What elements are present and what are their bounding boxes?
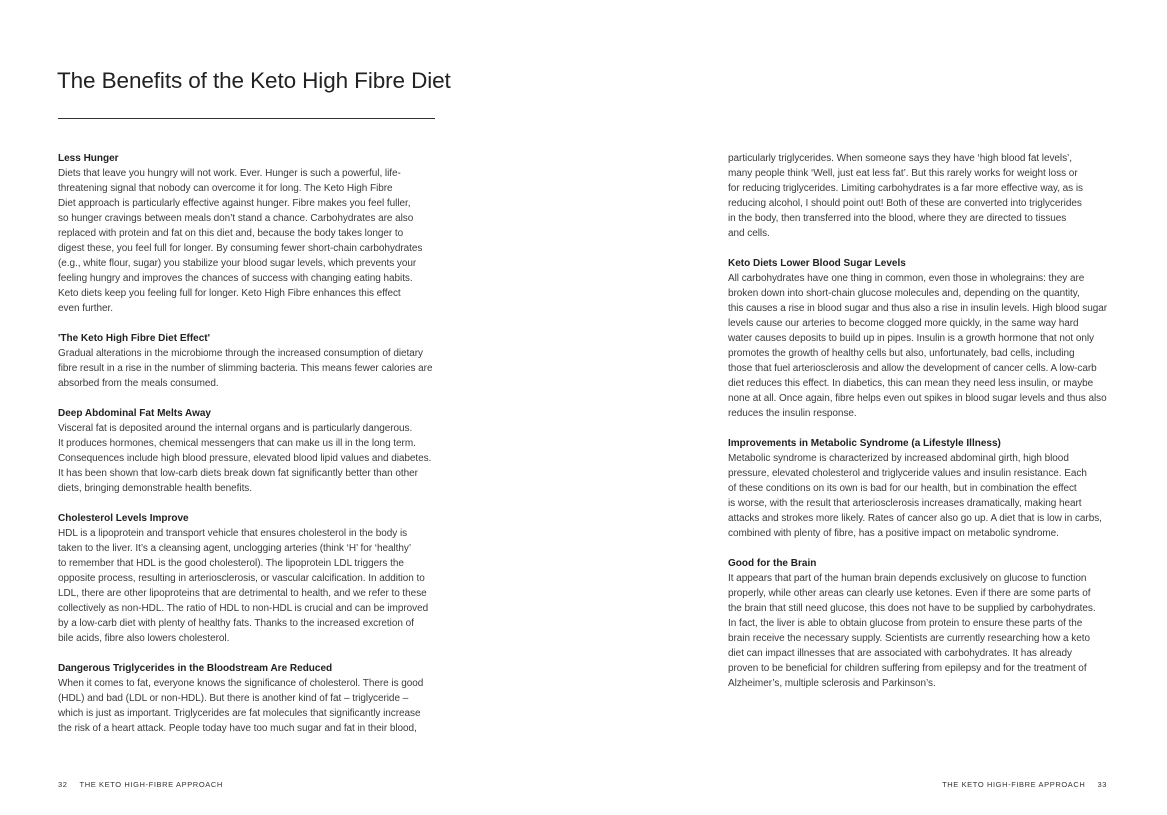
- article-section: [58, 661, 458, 736]
- body-text-line: those that fuel arteriosclerosis and allow the development of cancer cells. A low-carb: [728, 363, 1097, 374]
- section-heading: Less Hunger: [58, 153, 119, 164]
- article-section: [728, 256, 1128, 421]
- left-page-footer: [58, 780, 223, 789]
- body-text-line: diet can impact illnesses that are associated with carbohydrates. It has already: [728, 648, 1072, 659]
- body-text-line: It appears that part of the human brain depends exclusively on glucose to function: [728, 573, 1087, 584]
- body-text-line: reducing alcohol, I should point out! Both of these are converted into triglycerides: [728, 198, 1082, 209]
- body-text-line: Gradual alterations in the microbiome through the increased consumption of dietary: [58, 348, 423, 359]
- body-text-line: Metabolic syndrome is characterized by increased abdominal girth, high blood: [728, 453, 1069, 464]
- article-section: [58, 511, 458, 646]
- section-heading: Good for the Brain: [728, 558, 817, 569]
- section-heading: Dangerous Triglycerides in the Bloodstream Are Reduced: [58, 663, 333, 674]
- body-text-line: particularly triglycerides. When someone says they have ‘high blood fat levels’,: [728, 153, 1072, 164]
- body-text-line: to remember that HDL is the good cholesterol). The lipoprotein LDL triggers the: [58, 558, 404, 569]
- section-heading: Improvements in Metabolic Syndrome (a Lifestyle Illness): [728, 438, 1001, 449]
- article-section: [728, 151, 1128, 241]
- article-section: [728, 556, 1128, 691]
- body-text-line: (HDL) and bad (LDL or non-HDL). But there is another kind of fat – triglyceride –: [58, 693, 409, 704]
- body-text-line: the brain that still need glucose, this does not have to be supplied by carbohydrates.: [728, 603, 1096, 614]
- body-text-line: taken to the liver. It’s a cleansing agent, unclogging arteries (think ‘H’ for ‘healthy’: [58, 543, 412, 554]
- body-text-line: reduces the insulin response.: [728, 408, 857, 419]
- body-text-line: in the body, then transferred into the blood, where they are directed to tissues: [728, 213, 1067, 224]
- body-text-line: fibre result in a rise in the number of slimming bacteria. This means fewer calories are: [58, 363, 433, 374]
- right-page-footer: [942, 780, 1107, 789]
- article-section: [58, 151, 458, 316]
- body-text-line: proven to be beneficial for children suffering from epilepsy and for the treatment of: [728, 663, 1087, 674]
- body-text-line: water causes deposits to build up in pipes. Insulin is a growth hormone that not only: [728, 333, 1094, 344]
- page-number: 33: [1097, 780, 1107, 789]
- running-title: THE KETO HIGH-FIBRE APPROACH: [942, 780, 1086, 789]
- body-text-line: so hunger cravings between meals don’t stand a chance. Carbohydrates are also: [58, 213, 414, 224]
- section-heading: Keto Diets Lower Blood Sugar Levels: [728, 258, 906, 269]
- body-text-line: collectively as non-HDL. The ratio of HDL to non-HDL is crucial and can be improved: [58, 603, 429, 614]
- body-text-line: digest these, you feel full for longer. By consuming fewer short-chain carbohydrates: [58, 243, 423, 254]
- body-text-line: none at all. Once again, fibre helps even out spikes in blood sugar levels and thus also: [728, 393, 1107, 404]
- body-text-line: threatening signal that nobody can overcome it for long. The Keto High Fibre: [58, 183, 393, 194]
- body-text-line: Keto diets keep you feeling full for longer. Keto High Fibre enhances this effect: [58, 288, 401, 299]
- body-text-line: diets, bringing demonstrable health benefits.: [58, 483, 252, 494]
- body-text-line: is worse, with the result that arteriosclerosis increases dramatically, making heart: [728, 498, 1082, 509]
- body-text-line: broken down into short-chain glucose molecules and, depending on the quantity,: [728, 288, 1080, 299]
- body-text-line: of these conditions on its own is bad for our health, but in combination the effect: [728, 483, 1077, 494]
- body-text-line: It produces hormones, chemical messengers that can make us ill in the long term.: [58, 438, 416, 449]
- body-text-line: When it comes to fat, everyone knows the significance of cholesterol. There is good: [58, 678, 424, 689]
- body-text-line: Alzheimer’s, multiple sclerosis and Parkinson’s.: [728, 678, 936, 689]
- right-column: [728, 151, 1128, 706]
- article-section: [58, 331, 458, 391]
- article-section: [728, 436, 1128, 541]
- body-text-line: bile acids, fibre also lowers cholesterol.: [58, 633, 230, 644]
- body-text-line: diet reduces this effect. In diabetics, this can mean they need less insulin, or maybe: [728, 378, 1094, 389]
- body-text-line: HDL is a lipoprotein and transport vehicle that ensures cholesterol in the body is: [58, 528, 408, 539]
- body-text-line: opposite process, resulting in arteriosclerosis, or vascular calcification. In addition to: [58, 573, 425, 584]
- body-text-line: by a low-carb diet with plenty of healthy fats. Thanks to the increased excretion of: [58, 618, 414, 629]
- page-title: The Benefits of the Keto High Fibre Diet: [57, 68, 451, 93]
- body-text-line: pressure, elevated cholesterol and triglyceride values and insulin resistance. Each: [728, 468, 1087, 479]
- body-text-line: brain receive the necessary supply. Scientists are currently researching how a keto: [728, 633, 1090, 644]
- body-text-line: combined with plenty of fibre, has a positive impact on metabolic syndrome.: [728, 528, 1059, 539]
- page-number: 32: [58, 780, 68, 789]
- body-text-line: this causes a rise in blood sugar and thus also a rise in insulin levels. High blood sugar: [728, 303, 1108, 314]
- body-text-line: feeling hungry and improves the chances of success with changing eating habits.: [58, 273, 413, 284]
- body-text-line: attacks and strokes more likely. Rates of cancer also go up. A diet that is low in carbs,: [728, 513, 1102, 524]
- title-divider: [58, 118, 435, 119]
- body-text-line: replaced with protein and fat on this diet and, because the body takes longer to: [58, 228, 404, 239]
- body-text-line: levels cause our arteries to become clogged more quickly, in the same way hard: [728, 318, 1079, 329]
- body-text-line: It has been shown that low-carb diets break down fat significantly better than other: [58, 468, 418, 479]
- body-text-line: absorbed from the meals consumed.: [58, 378, 219, 389]
- section-heading: 'The Keto High Fibre Diet Effect': [58, 333, 210, 344]
- body-text-line: even further.: [58, 303, 113, 314]
- body-text-line: All carbohydrates have one thing in common, even those in wholegrains: they are: [728, 273, 1085, 284]
- body-text-line: promotes the growth of healthy cells but also, unfortunately, bad cells, including: [728, 348, 1075, 359]
- body-text-line: In fact, the liver is able to obtain glucose from protein to ensure these parts of the: [728, 618, 1083, 629]
- body-text-line: Diet approach is particularly effective against hunger. Fibre makes you feel fuller,: [58, 198, 411, 209]
- body-text-line: properly, while other areas can clearly use ketones. Even if there are some parts of: [728, 588, 1091, 599]
- body-text-line: for reducing triglycerides. Limiting carbohydrates is a far more effective way, as is: [728, 183, 1083, 194]
- body-text-line: LDL, there are other lipoproteins that are detrimental to health, and we refer to these: [58, 588, 427, 599]
- body-text-line: Visceral fat is deposited around the internal organs and is particularly dangerous.: [58, 423, 413, 434]
- running-title: THE KETO HIGH-FIBRE APPROACH: [79, 780, 223, 789]
- body-text-line: which is just as important. Triglycerides are fat molecules that significantly increase: [58, 708, 421, 719]
- article-section: [58, 406, 458, 496]
- left-column: [58, 151, 458, 751]
- section-heading: Cholesterol Levels Improve: [58, 513, 189, 524]
- body-text-line: (e.g., white flour, sugar) you stabilize your blood sugar levels, which prevents your: [58, 258, 417, 269]
- body-text-line: Consequences include high blood pressure, elevated blood lipid values and diabetes.: [58, 453, 432, 464]
- body-text-line: many people think ‘Well, just eat less fat’. But this rarely works for weight loss or: [728, 168, 1078, 179]
- body-text-line: Diets that leave you hungry will not work. Ever. Hunger is such a powerful, life-: [58, 168, 401, 179]
- body-text-line: the risk of a heart attack. People today have too much sugar and fat in their blood,: [58, 723, 417, 734]
- body-text-line: and cells.: [728, 228, 770, 239]
- section-heading: Deep Abdominal Fat Melts Away: [58, 408, 211, 419]
